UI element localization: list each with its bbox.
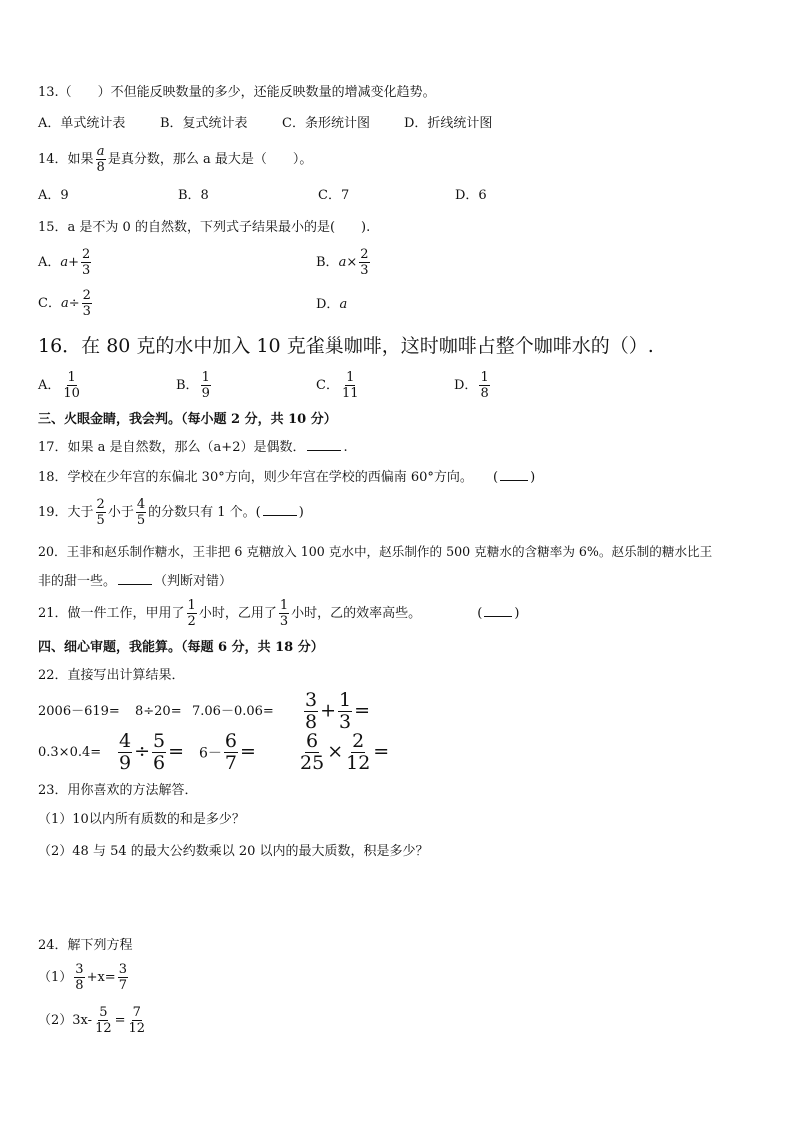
q22-e4-d1: 8 — [305, 711, 318, 733]
q19-d2: 5 — [136, 513, 146, 528]
q18-paren-left: ( — [493, 470, 499, 485]
q19-n1: 2 — [96, 497, 105, 512]
section-3-heading: 三、火眼金睛，我会判。（每小题 2 分，共 10 分） — [38, 412, 337, 427]
q19-prefix: 19．大于 — [38, 505, 94, 520]
q16-c-label: C． — [316, 378, 339, 393]
q14-fraction — [96, 144, 106, 175]
q15-option-c — [38, 288, 94, 319]
q22-expr-2: 8÷20= — [135, 704, 182, 719]
q21-suffix: 小时，乙的效率高些。 — [291, 606, 422, 621]
q20-line-2 — [38, 574, 232, 588]
q19-paren-right: ) — [298, 505, 304, 520]
q18-text: 18．学校在少年宫的东偏北 30°方向，则少年宫在学校的西偏南 60°方向。 — [38, 470, 473, 485]
q15-a-den: 3 — [82, 263, 91, 278]
q13-option-c: C．条形统计图 — [282, 116, 370, 131]
q15-a-expr: a+ — [60, 255, 80, 270]
q15-d-label: D． — [316, 297, 340, 312]
q22-e7-n: 6 — [224, 730, 238, 752]
q24-p1-frac-2 — [118, 962, 128, 993]
q15-stem: 15．a 是不为 0 的自然数，下列式子结果最小的是( ). — [38, 220, 371, 235]
q16-b-den: 9 — [201, 386, 210, 401]
q22-stem: 22．直接写出计算结果． — [38, 668, 185, 683]
q15-b-fraction — [359, 247, 369, 278]
q16-a-fraction — [62, 370, 81, 401]
q19-paren-left: ( — [255, 505, 261, 520]
q18-paren-right: ) — [530, 470, 536, 485]
q24-p1-mid: +x= — [86, 970, 116, 985]
q16-c-fraction — [341, 370, 360, 401]
q20-line-1: 20．王非和赵乐制作糖水，王非把 6 克糖放入 100 克水中，赵乐制作的 500 克糖水的含糖率为 6%。赵乐制的糖水比王 — [38, 544, 713, 559]
q15-option-b — [316, 247, 372, 278]
q18-answer-blank[interactable] — [500, 470, 528, 481]
section-4-heading: 四、细心审题，我能算。（每题 6 分，共 18 分） — [38, 640, 324, 655]
q22-expr-8 — [297, 731, 389, 774]
q22-e8-n2: 2 — [352, 730, 365, 752]
q22-e4-frac-2 — [338, 690, 352, 733]
q24-p2-n1: 5 — [99, 1005, 108, 1020]
q17 — [38, 440, 348, 454]
q24-part-2 — [38, 1005, 148, 1036]
q22-e4-frac-1 — [304, 690, 318, 733]
q22-expr-4 — [302, 690, 370, 733]
q24-p2-mid: = — [114, 1013, 126, 1028]
q24-p1-n1: 3 — [75, 962, 84, 977]
q22-e8-n1: 6 — [306, 730, 319, 752]
q22-e8-frac-1 — [299, 731, 325, 774]
q15-b-expr: a× — [338, 255, 358, 270]
q24-p1-label: （1） — [38, 970, 73, 985]
q22-expr-6 — [116, 731, 184, 774]
q24-p1-frac-1 — [74, 962, 84, 993]
q15-a-label: A． — [38, 255, 61, 270]
q15-d-expr: a — [339, 297, 348, 312]
q22-e6-n2: 5 — [153, 730, 166, 752]
q14-frac-den: 8 — [96, 160, 105, 175]
q16-d-fraction — [479, 370, 489, 401]
q22-e7-d: 7 — [224, 752, 238, 774]
q16-b-num: 1 — [201, 370, 210, 385]
q24-part-1 — [38, 962, 130, 993]
q22-e8-d1: 25 — [300, 752, 325, 774]
q22-e8-d2: 12 — [346, 752, 371, 774]
q21-frac-2 — [279, 598, 289, 629]
q17-end: . — [343, 440, 348, 455]
q16-b-label: B． — [176, 378, 199, 393]
q24-p1-n2: 3 — [118, 962, 127, 977]
q23-part-1: （1）10以内所有质数的和是多少？ — [38, 812, 245, 827]
q19-suffix: 的分数只有 1 个。 — [148, 505, 256, 520]
q16-b-fraction — [201, 370, 211, 401]
q14-prefix: 14．如果 — [38, 152, 94, 167]
q22-e4-op: + — [320, 699, 337, 722]
q22-expr-3: 7.06－0.06= — [192, 704, 274, 719]
q24-p1-d2: 7 — [118, 978, 127, 993]
q23-part-2: （2）48 与 54 的最大公约数乘以 20 以内的最大质数，积是多少？ — [38, 844, 429, 859]
q16-d-den: 8 — [480, 386, 489, 401]
q21-frac-1 — [187, 598, 197, 629]
q14-option-b: B．8 — [178, 188, 209, 203]
q22-e4-d2: 3 — [339, 711, 352, 733]
q22-e6-frac-1 — [118, 731, 132, 774]
q22-e4-eq: = — [354, 699, 371, 722]
q16-c-num: 1 — [346, 370, 355, 385]
q24-p2-frac-1 — [94, 1005, 113, 1036]
q21-d1: 2 — [187, 614, 196, 629]
q15-a-fraction — [81, 247, 91, 278]
q14-option-a: A．9 — [38, 188, 69, 203]
q16-option-b — [176, 370, 213, 401]
q22-e7-frac — [224, 731, 238, 774]
q14-frac-num: a — [96, 144, 105, 159]
q20-line2-prefix: 非的甜一些。 — [38, 574, 117, 589]
q22-e8-frac-2 — [345, 731, 371, 774]
q24-p2-d2: 12 — [128, 1021, 146, 1036]
q21-answer-blank[interactable] — [484, 606, 512, 617]
q19 — [38, 497, 304, 528]
q16-option-d — [454, 370, 492, 401]
q13-stem: 13.（ ）不但能反映数量的多少，还能反映数量的增减变化趋势。 — [38, 85, 436, 100]
q21-paren-right: ) — [514, 606, 520, 621]
q16-a-num: 1 — [67, 370, 76, 385]
q15-c-label: C． — [38, 296, 61, 311]
q13-option-b: B．复式统计表 — [160, 116, 248, 131]
q22-e7-pre: 6－ — [199, 745, 222, 762]
q22-e6-d1: 9 — [119, 752, 132, 774]
q19-answer-blank[interactable] — [263, 505, 297, 516]
q15-c-fraction — [82, 288, 92, 319]
q16-option-c — [316, 370, 362, 401]
q21-n2: 1 — [279, 598, 289, 613]
q14-option-d: D．6 — [455, 188, 487, 203]
q19-mid: 小于 — [107, 505, 134, 520]
q18 — [38, 470, 535, 484]
q22-expr-5: 0.3×0.4= — [38, 745, 102, 760]
q15-a-num: 2 — [82, 247, 91, 262]
q15-b-den: 3 — [360, 263, 369, 278]
q22-e6-op: ÷ — [134, 740, 151, 763]
q24-p2-n2: 7 — [132, 1005, 141, 1020]
q17-answer-blank[interactable] — [307, 440, 341, 451]
q14-stem — [38, 144, 312, 175]
q24-p2-d1: 12 — [95, 1021, 112, 1036]
q21-paren-left: ( — [477, 606, 483, 621]
q15-b-label: B． — [316, 255, 339, 270]
q19-d1: 5 — [96, 513, 105, 528]
q20-line2-suffix: （判断对错） — [154, 574, 233, 589]
q23-stem: 23．用你喜欢的方法解答． — [38, 783, 198, 798]
q21-d2: 3 — [279, 614, 289, 629]
q16-a-den: 10 — [63, 386, 80, 401]
q22-e6-eq: = — [168, 740, 185, 763]
q16-option-a — [38, 370, 83, 401]
q13-option-d: D．折线统计图 — [404, 116, 493, 131]
q22-e8-op: × — [327, 740, 344, 763]
q14-suffix: 是真分数，那么 a 最大是（ ）。 — [107, 152, 313, 167]
q15-c-expr: a÷ — [60, 296, 80, 311]
q16-d-num: 1 — [480, 370, 489, 385]
q22-e6-frac-2 — [152, 731, 166, 774]
q14-option-c: C．7 — [318, 188, 350, 203]
q15-option-a — [38, 247, 93, 278]
q16-stem: 16．在 80 克的水中加入 10 克雀巢咖啡，这时咖啡占整个咖啡水的（）. — [38, 335, 654, 357]
q21 — [38, 598, 519, 629]
q13-option-a: A．单式统计表 — [38, 116, 126, 131]
q24-stem: 24．解下列方程 — [38, 938, 133, 953]
q19-frac-2 — [136, 497, 146, 528]
q24-p2-label: （2） — [38, 1013, 73, 1028]
q22-e6-n1: 4 — [119, 730, 132, 752]
q19-frac-1 — [96, 497, 106, 528]
q15-c-den: 3 — [82, 304, 91, 319]
q15-c-num: 2 — [82, 288, 91, 303]
q16-d-label: D． — [454, 378, 478, 393]
q22-e4-n2: 1 — [339, 689, 352, 711]
q22-e6-d2: 6 — [153, 752, 166, 774]
q16-c-den: 11 — [341, 386, 359, 401]
q22-e8-eq: = — [373, 740, 390, 763]
q22-expr-1: 2006－619= — [38, 704, 120, 719]
q22-e4-n1: 3 — [305, 689, 318, 711]
q20-answer-blank[interactable] — [118, 574, 152, 585]
q16-a-label: A． — [38, 378, 61, 393]
q19-n2: 4 — [136, 497, 146, 512]
q22-expr-7 — [199, 731, 256, 774]
q21-mid: 小时，乙用了 — [198, 606, 277, 621]
q24-p2-pre: 3x- — [72, 1013, 93, 1028]
q15-b-num: 2 — [360, 247, 369, 262]
q17-text: 17．如果 a 是自然数，那么（a+2）是偶数． — [38, 440, 306, 455]
q24-p2-frac-2 — [128, 1005, 147, 1036]
q24-p1-d1: 8 — [75, 978, 84, 993]
q15-option-d — [316, 298, 347, 311]
q21-n1: 1 — [187, 598, 196, 613]
q21-prefix: 21．做一件工作，甲用了 — [38, 606, 185, 621]
q22-e7-eq: = — [240, 740, 256, 763]
